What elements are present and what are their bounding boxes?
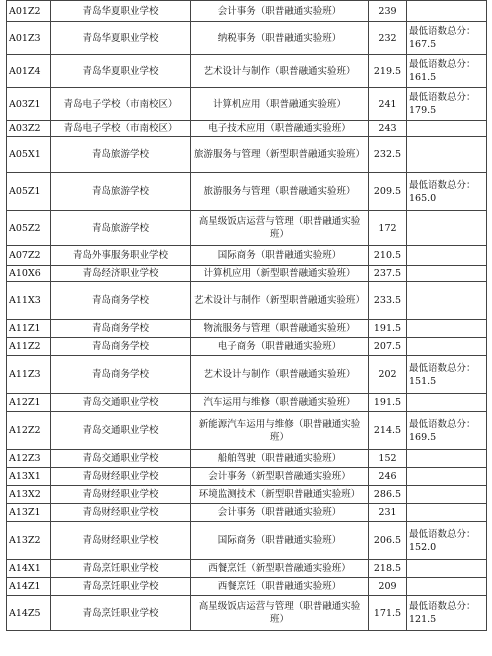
- table-row: [7, 173, 487, 211]
- table-row: [7, 450, 487, 468]
- note-cell: 最低语数总分：165.0: [407, 173, 487, 211]
- program-code-cell: A05Z2: [7, 211, 51, 246]
- note-cell: [407, 468, 487, 486]
- school-name-cell: 青岛华夏职业学校: [51, 55, 191, 88]
- school-name-cell: 青岛财经职业学校: [51, 486, 191, 504]
- note-cell: [407, 338, 487, 356]
- min-score-cell: 218.5: [369, 560, 407, 578]
- table-row: [7, 338, 487, 356]
- note-cell: 最低语数总分：169.5: [407, 412, 487, 450]
- program-code-cell: A03Z1: [7, 88, 51, 121]
- note-cell: 最低语数总分：161.5: [407, 55, 487, 88]
- program-code-cell: A13Z2: [7, 522, 51, 560]
- major-name-cell: 新能源汽车运用与维修（职普融通实验班）: [191, 412, 369, 450]
- school-name-cell: 青岛财经职业学校: [51, 522, 191, 560]
- min-score-cell: 231: [369, 504, 407, 522]
- major-name-cell: 电子技术应用（职普融通实验班）: [191, 121, 369, 137]
- major-name-cell: 旅游服务与管理（职普融通实验班）: [191, 173, 369, 211]
- min-score-cell: 233.5: [369, 282, 407, 320]
- note-cell: [407, 394, 487, 412]
- program-code-cell: A11Z2: [7, 338, 51, 356]
- school-name-cell: 青岛烹饪职业学校: [51, 596, 191, 631]
- min-score-cell: 214.5: [369, 412, 407, 450]
- table-row: [7, 137, 487, 173]
- min-score-cell: 241: [369, 88, 407, 121]
- major-name-cell: 旅游服务与管理（新型职普融通实验班）: [191, 137, 369, 173]
- min-score-cell: 232: [369, 22, 407, 55]
- school-name-cell: 青岛烹饪职业学校: [51, 560, 191, 578]
- major-name-cell: 艺术设计与制作（新型职普融通实验班）: [191, 282, 369, 320]
- major-name-cell: 物流服务与管理（职普融通实验班）: [191, 320, 369, 338]
- major-name-cell: 会计事务（职普融通实验班）: [191, 1, 369, 22]
- program-code-cell: A11Z3: [7, 356, 51, 394]
- major-name-cell: 高星级饭店运营与管理（职普融通实验班）: [191, 596, 369, 631]
- school-name-cell: 青岛交通职业学校: [51, 450, 191, 468]
- major-name-cell: 计算机应用（职普融通实验班）: [191, 88, 369, 121]
- note-cell: [407, 211, 487, 246]
- table-row: [7, 1, 487, 22]
- program-code-cell: A05X1: [7, 137, 51, 173]
- min-score-cell: 202: [369, 356, 407, 394]
- table-row: [7, 282, 487, 320]
- min-score-cell: 209.5: [369, 173, 407, 211]
- major-name-cell: 电子商务（职普融通实验班）: [191, 338, 369, 356]
- program-code-cell: A11Z1: [7, 320, 51, 338]
- program-code-cell: A12Z3: [7, 450, 51, 468]
- program-code-cell: A01Z3: [7, 22, 51, 55]
- school-name-cell: 青岛交通职业学校: [51, 412, 191, 450]
- table-row: [7, 121, 487, 137]
- min-score-cell: 171.5: [369, 596, 407, 631]
- school-name-cell: 青岛旅游学校: [51, 137, 191, 173]
- min-score-cell: 232.5: [369, 137, 407, 173]
- note-cell: 最低语数总分：152.0: [407, 522, 487, 560]
- program-code-cell: A13X1: [7, 468, 51, 486]
- min-score-cell: 286.5: [369, 486, 407, 504]
- major-name-cell: 船舶驾驶（职普融通实验班）: [191, 450, 369, 468]
- major-name-cell: 高星级饭店运营与管理（职普融通实验班）: [191, 211, 369, 246]
- note-cell: 最低语数总分：151.5: [407, 356, 487, 394]
- school-name-cell: 青岛交通职业学校: [51, 394, 191, 412]
- school-name-cell: 青岛财经职业学校: [51, 468, 191, 486]
- table-row: [7, 22, 487, 55]
- min-score-cell: 209: [369, 578, 407, 596]
- major-name-cell: 西餐烹饪（职普融通实验班）: [191, 578, 369, 596]
- note-cell: 最低语数总分：179.5: [407, 88, 487, 121]
- table-row: [7, 578, 487, 596]
- major-name-cell: 纳税事务（职普融通实验班）: [191, 22, 369, 55]
- note-cell: [407, 246, 487, 266]
- min-score-cell: 246: [369, 468, 407, 486]
- school-name-cell: 青岛电子学校（市南校区）: [51, 121, 191, 137]
- min-score-cell: 191.5: [369, 320, 407, 338]
- table-row: [7, 320, 487, 338]
- min-score-cell: 210.5: [369, 246, 407, 266]
- major-name-cell: 艺术设计与制作（职普融通实验班）: [191, 55, 369, 88]
- major-name-cell: 艺术设计与制作（职普融通实验班）: [191, 356, 369, 394]
- program-code-cell: A14Z1: [7, 578, 51, 596]
- major-name-cell: 环境监测技术（新型职普融通实验班）: [191, 486, 369, 504]
- admission-score-table: [6, 0, 487, 631]
- note-cell: [407, 266, 487, 282]
- school-name-cell: 青岛电子学校（市南校区）: [51, 88, 191, 121]
- school-name-cell: 青岛旅游学校: [51, 173, 191, 211]
- program-code-cell: A01Z2: [7, 1, 51, 22]
- program-code-cell: A12Z1: [7, 394, 51, 412]
- program-code-cell: A13Z1: [7, 504, 51, 522]
- min-score-cell: 207.5: [369, 338, 407, 356]
- min-score-cell: 237.5: [369, 266, 407, 282]
- min-score-cell: 172: [369, 211, 407, 246]
- table-row: [7, 560, 487, 578]
- table-row: [7, 55, 487, 88]
- table-row: [7, 211, 487, 246]
- note-cell: 最低语数总分：167.5: [407, 22, 487, 55]
- note-cell: [407, 282, 487, 320]
- program-code-cell: A11X3: [7, 282, 51, 320]
- major-name-cell: 国际商务（职普融通实验班）: [191, 246, 369, 266]
- table-row: [7, 486, 487, 504]
- table-row: [7, 504, 487, 522]
- program-code-cell: A05Z1: [7, 173, 51, 211]
- note-cell: 最低语数总分：121.5: [407, 596, 487, 631]
- school-name-cell: 青岛经济职业学校: [51, 266, 191, 282]
- major-name-cell: 会计事务（新型职普融通实验班）: [191, 468, 369, 486]
- table-row: [7, 468, 487, 486]
- major-name-cell: 国际商务（职普融通实验班）: [191, 522, 369, 560]
- min-score-cell: 206.5: [369, 522, 407, 560]
- school-name-cell: 青岛财经职业学校: [51, 504, 191, 522]
- program-code-cell: A14X1: [7, 560, 51, 578]
- table-row: [7, 88, 487, 121]
- school-name-cell: 青岛商务学校: [51, 282, 191, 320]
- table-row: [7, 356, 487, 394]
- table-row: [7, 596, 487, 631]
- major-name-cell: 会计事务（职普融通实验班）: [191, 504, 369, 522]
- program-code-cell: A01Z4: [7, 55, 51, 88]
- note-cell: [407, 486, 487, 504]
- program-code-cell: A14Z5: [7, 596, 51, 631]
- major-name-cell: 汽车运用与维修（职普融通实验班）: [191, 394, 369, 412]
- min-score-cell: 152: [369, 450, 407, 468]
- note-cell: [407, 504, 487, 522]
- table-row: [7, 522, 487, 560]
- note-cell: [407, 137, 487, 173]
- min-score-cell: 243: [369, 121, 407, 137]
- note-cell: [407, 450, 487, 468]
- program-code-cell: A07Z2: [7, 246, 51, 266]
- program-code-cell: A12Z2: [7, 412, 51, 450]
- school-name-cell: 青岛商务学校: [51, 338, 191, 356]
- school-name-cell: 青岛旅游学校: [51, 211, 191, 246]
- table-row: [7, 246, 487, 266]
- school-name-cell: 青岛商务学校: [51, 320, 191, 338]
- note-cell: [407, 121, 487, 137]
- min-score-cell: 191.5: [369, 394, 407, 412]
- table-row: [7, 266, 487, 282]
- note-cell: [407, 320, 487, 338]
- program-code-cell: A03Z2: [7, 121, 51, 137]
- table-body: [7, 1, 487, 631]
- school-name-cell: 青岛华夏职业学校: [51, 22, 191, 55]
- note-cell: [407, 1, 487, 22]
- note-cell: [407, 560, 487, 578]
- major-name-cell: 西餐烹饪（新型职普融通实验班）: [191, 560, 369, 578]
- school-name-cell: 青岛烹饪职业学校: [51, 578, 191, 596]
- program-code-cell: A10X6: [7, 266, 51, 282]
- school-name-cell: 青岛外事服务职业学校: [51, 246, 191, 266]
- school-name-cell: 青岛华夏职业学校: [51, 1, 191, 22]
- table-row: [7, 412, 487, 450]
- min-score-cell: 239: [369, 1, 407, 22]
- min-score-cell: 219.5: [369, 55, 407, 88]
- major-name-cell: 计算机应用（新型职普融通实验班）: [191, 266, 369, 282]
- table-row: [7, 394, 487, 412]
- school-name-cell: 青岛商务学校: [51, 356, 191, 394]
- program-code-cell: A13X2: [7, 486, 51, 504]
- note-cell: [407, 578, 487, 596]
